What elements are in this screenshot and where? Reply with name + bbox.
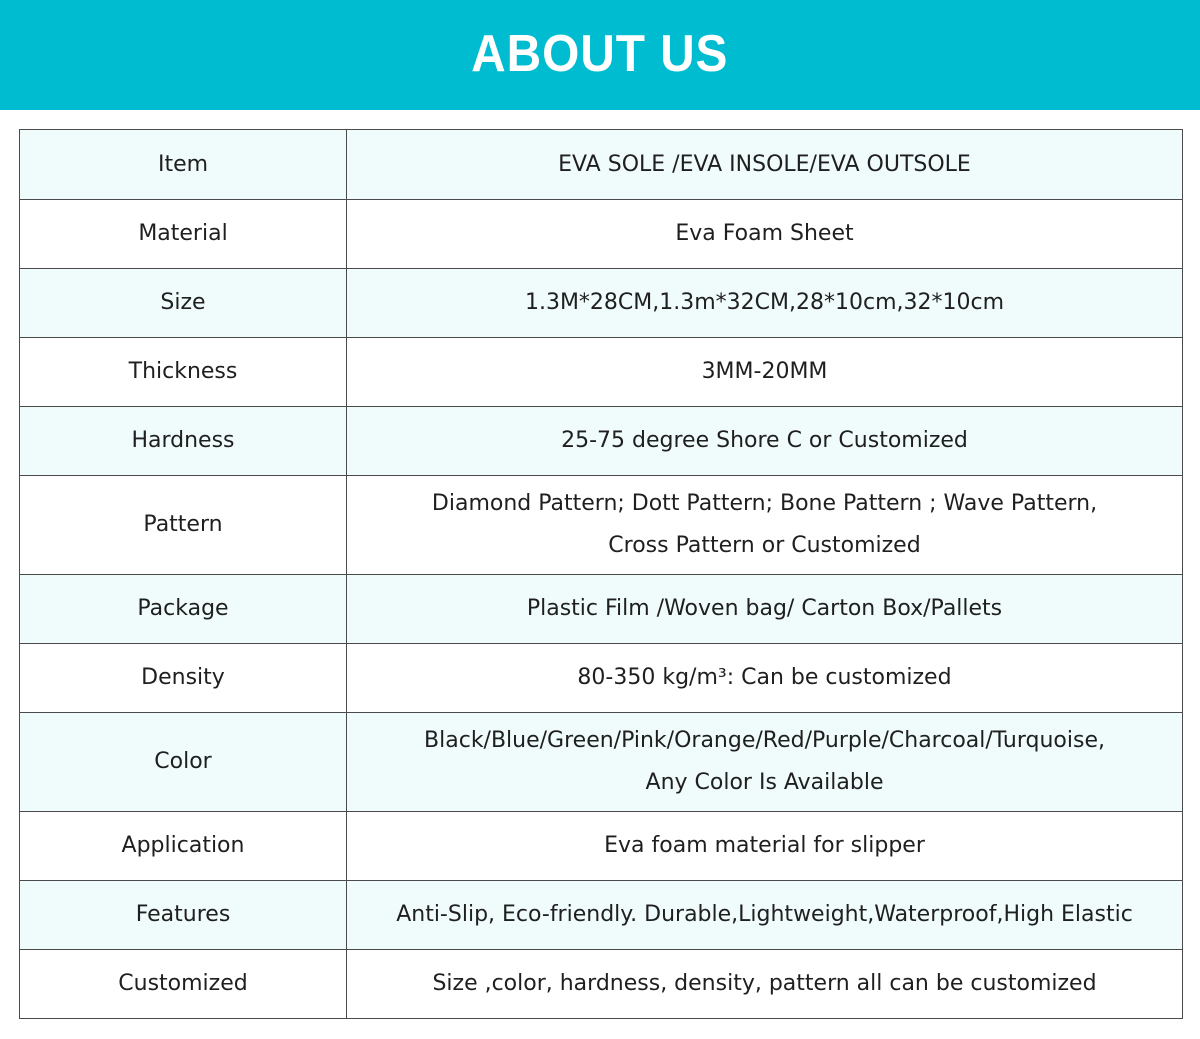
row-label: Pattern bbox=[20, 476, 347, 575]
row-value-line: Eva foam material for slipper bbox=[604, 833, 925, 858]
row-value-line: Size ,color, hardness, density, pattern all can be customized bbox=[432, 971, 1097, 996]
row-label: Package bbox=[20, 575, 347, 644]
table-row bbox=[20, 881, 1183, 950]
row-label: Material bbox=[20, 200, 347, 269]
table-row bbox=[20, 575, 1183, 644]
row-value-line: Anti-Slip, Eco-friendly. Durable,Lightweight,Waterproof,High Elastic bbox=[396, 902, 1133, 927]
row-value bbox=[347, 950, 1183, 1019]
header-banner bbox=[0, 0, 1200, 110]
row-label: Customized bbox=[20, 950, 347, 1019]
row-value bbox=[347, 269, 1183, 338]
row-value bbox=[347, 881, 1183, 950]
row-value bbox=[347, 476, 1183, 575]
row-value-line: 3MM-20MM bbox=[701, 359, 828, 384]
row-label: Size bbox=[20, 269, 347, 338]
row-label: Application bbox=[20, 812, 347, 881]
row-value bbox=[347, 338, 1183, 407]
table-row bbox=[20, 130, 1183, 200]
row-value-line: EVA SOLE /EVA INSOLE/EVA OUTSOLE bbox=[558, 151, 971, 177]
row-value bbox=[347, 407, 1183, 476]
table-row bbox=[20, 200, 1183, 269]
row-value bbox=[347, 575, 1183, 644]
row-value-line: Cross Pattern or Customized bbox=[608, 533, 921, 558]
spec-table bbox=[19, 129, 1183, 1019]
row-label: Hardness bbox=[20, 407, 347, 476]
row-value-line: Any Color Is Available bbox=[645, 770, 884, 795]
row-value-line: 25-75 degree Shore C or Customized bbox=[561, 428, 968, 453]
table-row bbox=[20, 644, 1183, 713]
table-row bbox=[20, 812, 1183, 881]
row-value bbox=[347, 130, 1183, 200]
row-value-line: 80-350 kg/m³: Can be customized bbox=[577, 665, 952, 690]
row-value-line: Eva Foam Sheet bbox=[675, 221, 854, 246]
table-row bbox=[20, 407, 1183, 476]
row-value bbox=[347, 713, 1183, 812]
table-row bbox=[20, 713, 1183, 812]
row-label: Thickness bbox=[20, 338, 347, 407]
table-row bbox=[20, 476, 1183, 575]
row-label: Density bbox=[20, 644, 347, 713]
row-value bbox=[347, 200, 1183, 269]
page-title: ABOUT US bbox=[471, 25, 729, 83]
row-value-line: Black/Blue/Green/Pink/Orange/Red/Purple/Charcoal/Turquoise, bbox=[424, 728, 1105, 753]
row-label: Color bbox=[20, 713, 347, 812]
row-value-line: 1.3M*28CM,1.3m*32CM,28*10cm,32*10cm bbox=[524, 290, 1005, 315]
table-row bbox=[20, 338, 1183, 407]
row-label: Item bbox=[20, 130, 347, 200]
row-value bbox=[347, 644, 1183, 713]
row-value-line: Plastic Film /Woven bag/ Carton Box/Pallets bbox=[526, 596, 1003, 621]
row-label: Features bbox=[20, 881, 347, 950]
row-value-line: Diamond Pattern; Dott Pattern; Bone Pattern ; Wave Pattern, bbox=[431, 491, 1098, 516]
row-value bbox=[347, 812, 1183, 881]
table-row bbox=[20, 269, 1183, 338]
table-row bbox=[20, 950, 1183, 1019]
